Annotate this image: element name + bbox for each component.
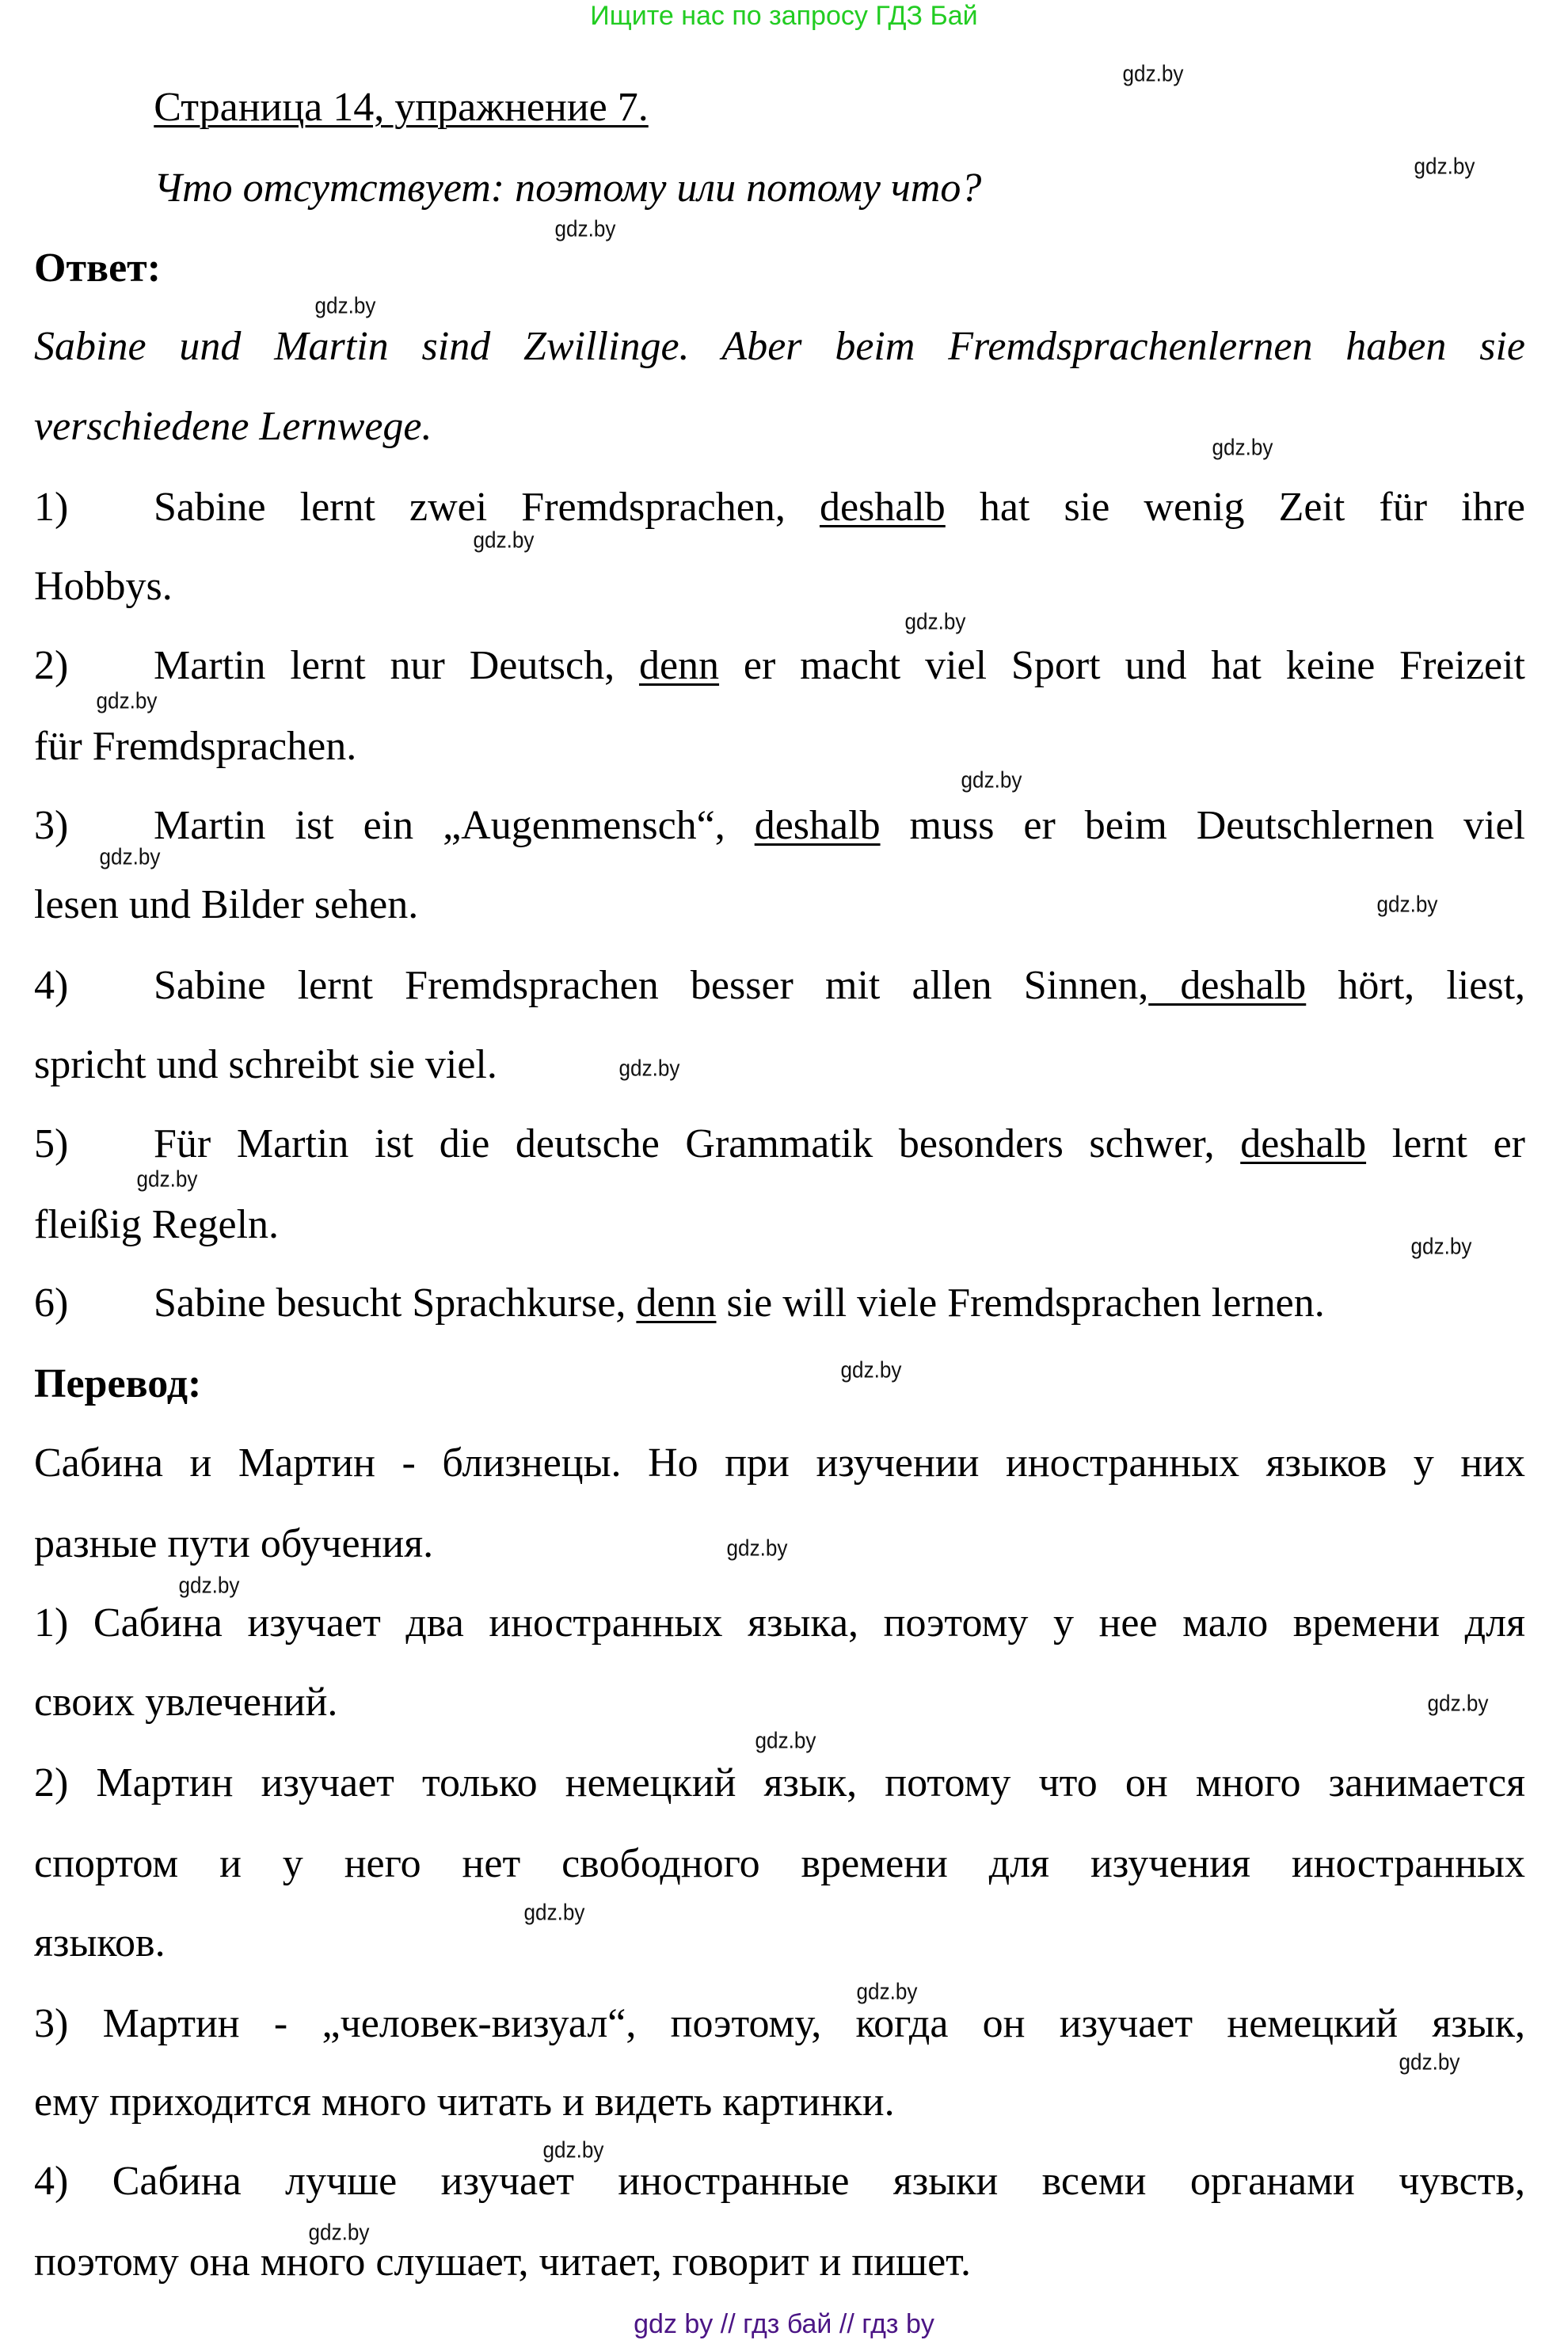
text-segment: Sabine lernt zwei Fremdsprachen, xyxy=(154,485,820,531)
text-segment: spricht und schreibt sie viel. xyxy=(34,1041,497,1087)
promo-header[interactable]: Ищите нас по запросу ГДЗ Бай xyxy=(590,1,978,31)
item-number: 2) xyxy=(34,643,69,689)
translation-text: языков. xyxy=(34,1920,166,1965)
translation-label: Перевод: xyxy=(34,1361,202,1407)
page-title xyxy=(154,82,648,133)
underlined-conjunction: deshalb xyxy=(1148,962,1307,1008)
watermark: gdz.by xyxy=(1122,61,1184,87)
intro-text: Сабина и Мартин - близнецы. Но при изучении иностранных языков у них xyxy=(34,1440,1525,1486)
translation-item-line xyxy=(34,2077,1525,2128)
footer-links[interactable]: gdz by // гдз бай // гдз by xyxy=(634,2309,934,2339)
answer-label: Ответ: xyxy=(34,245,162,291)
item-number: 6) xyxy=(34,1280,69,1326)
item-number: 4) xyxy=(34,962,69,1008)
translation-text: спортом и у него нет свободного времени для изучения иностранных xyxy=(34,1840,1525,1886)
watermark: gdz.by xyxy=(726,1535,788,1562)
translation-item-line xyxy=(34,1677,1525,1728)
watermark: gdz.by xyxy=(554,216,616,242)
translation-item-line xyxy=(34,1999,1525,2049)
translation-heading xyxy=(34,1359,1525,1410)
watermark: gdz.by xyxy=(856,1979,918,2005)
answer-intro-line xyxy=(34,322,1525,372)
intro-text: verschiedene Lernwege. xyxy=(34,404,432,450)
item-text xyxy=(154,1278,1525,1329)
text-segment: muss er beim Deutschlernen viel xyxy=(880,802,1525,848)
watermark: gdz.by xyxy=(178,1573,240,1599)
watermark: gdz.by xyxy=(96,688,158,714)
underlined-conjunction: deshalb xyxy=(754,802,881,848)
watermark: gdz.by xyxy=(314,293,376,319)
item-text xyxy=(154,482,1525,533)
answer-item-line xyxy=(34,1040,1525,1090)
text-segment: hört, liest, xyxy=(1306,962,1525,1008)
text-segment: er macht viel Sport und hat keine Freizeit xyxy=(719,643,1525,689)
text-segment: Sabine lernt Fremdsprachen besser mit allen Sinnen, xyxy=(154,962,1149,1008)
text-segment: Hobbys. xyxy=(34,564,173,610)
translation-text: 1) Сабина изучает два иностранных языка, поэтому у нее мало времени для xyxy=(34,1600,1525,1646)
watermark: gdz.by xyxy=(1376,892,1438,918)
watermark: gdz.by xyxy=(618,1056,680,1082)
watermark: gdz.by xyxy=(961,767,1022,793)
answer-item-line xyxy=(34,961,1525,1011)
text-segment: Martin lernt nur Deutsch, xyxy=(154,643,639,689)
watermark: gdz.by xyxy=(904,609,966,635)
underlined-conjunction: deshalb xyxy=(1240,1121,1367,1166)
underlined-conjunction: denn xyxy=(636,1280,717,1326)
translation-text: поэтому она много слушает, читает, говорит и пишет. xyxy=(34,2239,971,2285)
translation-item-line xyxy=(34,1839,1525,1889)
watermark: gdz.by xyxy=(1399,2049,1460,2076)
watermark: gdz.by xyxy=(755,1728,816,1754)
question-text: Что отсутствует: поэтому или потому что? xyxy=(154,165,982,211)
translation-text: 2) Мартин изучает только немецкий язык, потому что он много занимается xyxy=(34,1760,1525,1805)
watermark: gdz.by xyxy=(136,1166,198,1193)
answer-item-line xyxy=(34,1119,1525,1170)
text-segment: sie will viele Fremdsprachen lernen. xyxy=(716,1280,1325,1326)
answer-item-line xyxy=(34,641,1525,691)
watermark: gdz.by xyxy=(523,1900,585,1926)
text-segment: Für Martin ist die deutsche Grammatik besonders schwer, xyxy=(154,1121,1241,1166)
text-segment: für Fremdsprachen. xyxy=(34,724,357,769)
item-text xyxy=(154,641,1525,691)
answer-intro-line xyxy=(34,401,1525,452)
watermark: gdz.by xyxy=(1414,154,1475,180)
answer-item-line xyxy=(34,1278,1525,1329)
watermark: gdz.by xyxy=(99,844,161,870)
translation-text: 4) Сабина лучше изучает иностранные языки всеми органами чувств, xyxy=(34,2159,1525,2205)
underlined-conjunction: denn xyxy=(638,643,720,689)
watermark: gdz.by xyxy=(1410,1234,1472,1260)
text-segment: fleißig Regeln. xyxy=(34,1201,280,1247)
watermark: gdz.by xyxy=(840,1357,901,1383)
translation-item-line xyxy=(34,1918,1525,1969)
item-number: 1) xyxy=(34,485,69,531)
translation-text: 3) Мартин - „человек-визуал“, поэтому, когда он изучает немецкий язык, xyxy=(34,2000,1525,2046)
exercise-question xyxy=(154,163,981,214)
translation-item-line xyxy=(34,2156,1525,2207)
item-number: 5) xyxy=(34,1121,69,1166)
translation-text: своих увлечений. xyxy=(34,1680,338,1726)
watermark: gdz.by xyxy=(308,2220,370,2246)
text-segment: lesen und Bilder sehen. xyxy=(34,881,419,927)
item-text xyxy=(154,1119,1525,1170)
answer-heading xyxy=(34,243,1525,294)
translation-text: ему приходится много читать и видеть картинки. xyxy=(34,2079,895,2125)
answer-item-line xyxy=(34,801,1525,851)
watermark: gdz.by xyxy=(473,527,535,554)
item-text xyxy=(154,961,1525,1011)
translation-item-line xyxy=(34,1758,1525,1809)
answer-item-line xyxy=(34,482,1525,533)
intro-text: Sabine und Martin sind Zwillinge. Aber beim Fremdsprachenlernen haben sie xyxy=(34,323,1525,369)
title-text: Страница 14, упражнение 7. xyxy=(154,84,649,130)
answer-item-line xyxy=(34,561,1525,612)
text-segment: hat sie wenig Zeit für ihre xyxy=(945,485,1525,531)
answer-item-line xyxy=(34,880,1525,930)
item-text xyxy=(154,801,1525,851)
item-number: 3) xyxy=(34,802,69,848)
underlined-conjunction: deshalb xyxy=(819,485,946,531)
translation-item-line xyxy=(34,1598,1525,1649)
answer-item-line xyxy=(34,1200,1525,1250)
translation-intro-line xyxy=(34,1438,1525,1489)
text-segment: Martin ist ein „Augenmensch“, xyxy=(154,802,755,848)
text-segment: Sabine besucht Sprachkurse, xyxy=(154,1280,637,1326)
watermark: gdz.by xyxy=(1212,435,1273,461)
watermark: gdz.by xyxy=(1427,1691,1489,1717)
translation-item-line xyxy=(34,2237,1525,2288)
text-segment: lernt er xyxy=(1366,1121,1525,1166)
watermark: gdz.by xyxy=(542,2137,604,2163)
answer-item-line xyxy=(34,721,1525,772)
intro-text: разные пути обучения. xyxy=(34,1521,434,1567)
